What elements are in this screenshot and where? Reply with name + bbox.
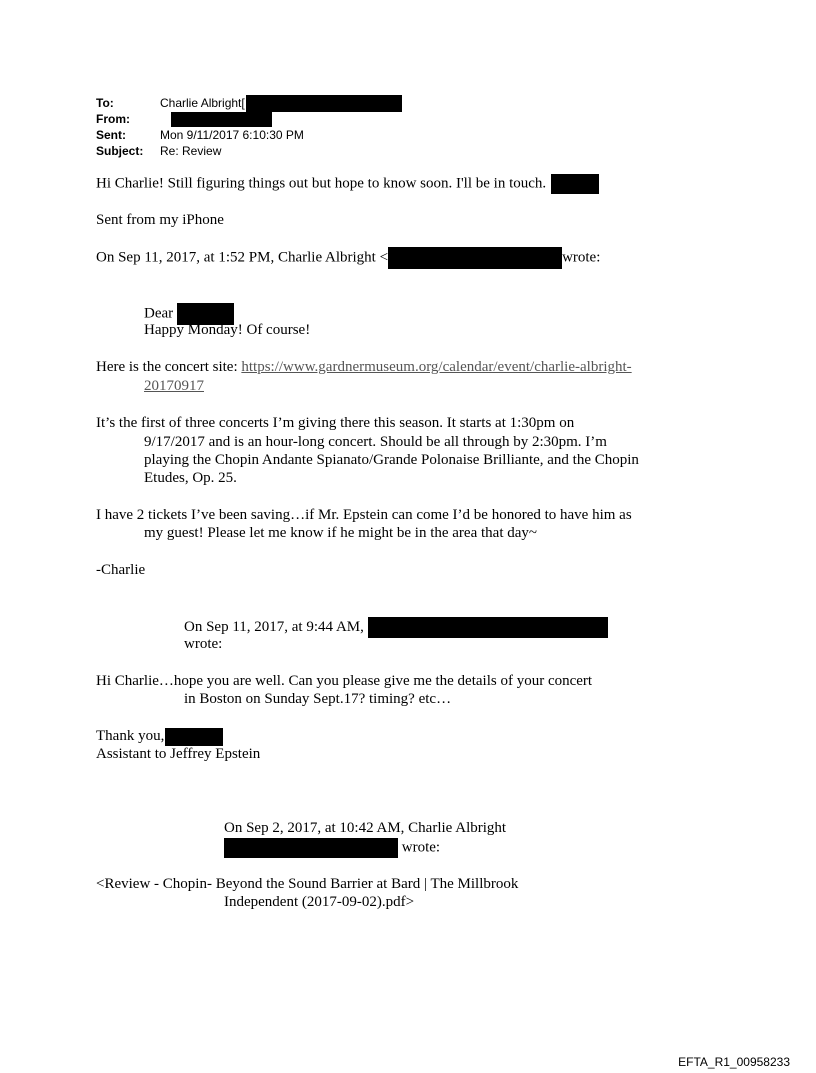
redaction-box (551, 174, 599, 194)
attachment-line2[interactable]: Independent (2017-09-02).pdf> (224, 894, 415, 910)
to-row (96, 95, 402, 111)
to-label: To: (96, 96, 114, 110)
sent-label: Sent: (96, 128, 126, 142)
subject-label: Subject: (96, 144, 144, 158)
redaction-box (388, 247, 562, 269)
subject-row (96, 143, 221, 159)
thank-you-line (96, 727, 223, 746)
quote3-wrote-line (224, 838, 440, 858)
concert-link[interactable]: https://www.gardnermuseum.org/calendar/event/charlie-albright- (241, 359, 632, 375)
quote3-wrote: wrote: (401, 839, 441, 856)
redaction-box (246, 95, 402, 112)
concerts-para-line3: playing the Chopin Andante Spianato/Grande Polonaise Brilliante, and the Chopin (144, 452, 639, 468)
sent-row (96, 127, 304, 143)
concerts-para-line4: Etudes, Op. 25. (144, 470, 237, 486)
redaction-box (171, 112, 272, 127)
dear-text: Dear (144, 305, 174, 322)
quote1-intro (96, 247, 600, 269)
to-value: Charlie Albright[ (160, 96, 245, 110)
attachment-line1[interactable]: <Review - Chopin- Beyond the Sound Barrier at Bard | The Millbrook (96, 876, 519, 892)
signature: Sent from my iPhone (96, 212, 224, 228)
concert-link-line2[interactable]: 20170917 (144, 378, 204, 394)
concert-site-prefix: Here is the concert site: (96, 359, 242, 375)
sign-charlie: -Charlie (96, 562, 146, 578)
quote2-intro-text: On Sep 11, 2017, at 9:44 AM, (184, 618, 364, 635)
document-id: EFTA_R1_00958233 (678, 1055, 790, 1069)
redaction-box (368, 617, 608, 638)
tickets-para-line1: I have 2 tickets I’ve been saving…if Mr. Epstein can come I’d be honored to have him as (96, 507, 632, 523)
quote2-line2: in Boston on Sunday Sept.17? timing? etc… (184, 691, 452, 707)
redaction-box (224, 838, 398, 858)
thank-you-text: Thank you, (96, 728, 165, 744)
tickets-para-line2: my guest! Please let me know if he might be in the area that day~ (144, 525, 538, 541)
concert-site-line (96, 358, 632, 377)
from-label: From: (96, 112, 130, 126)
quote3-intro: On Sep 2, 2017, at 10:42 AM, Charlie Albright (224, 820, 507, 836)
concert-link-cont[interactable] (144, 377, 204, 396)
reply-line (96, 174, 599, 194)
assistant-line: Assistant to Jeffrey Epstein (96, 746, 261, 762)
from-row (96, 111, 272, 127)
quote2-wrote: wrote: (184, 636, 223, 652)
concerts-para-line1: It’s the first of three concerts I’m giving there this season. It starts at 1:30pm on (96, 415, 575, 431)
quote1-intro-text: On Sep 11, 2017, at 1:52 PM, Charlie Albright < (96, 249, 389, 266)
concerts-para-line2: 9/17/2017 and is an hour-long concert. Should be all through by 2:30pm. I’m (144, 434, 607, 450)
redaction-box (165, 728, 223, 746)
sent-value: Mon 9/11/2017 6:10:30 PM (160, 128, 304, 142)
subject-value: Re: Review (160, 144, 222, 158)
quote2-intro (184, 617, 608, 638)
reply-text: Hi Charlie! Still figuring things out but hope to know soon. I'll be in touch. (96, 175, 547, 192)
quote2-line1: Hi Charlie…hope you are well. Can you please give me the details of your concert (96, 673, 593, 689)
quote1-wrote: wrote: (562, 249, 601, 266)
happy-line: Happy Monday! Of course! (144, 322, 311, 338)
